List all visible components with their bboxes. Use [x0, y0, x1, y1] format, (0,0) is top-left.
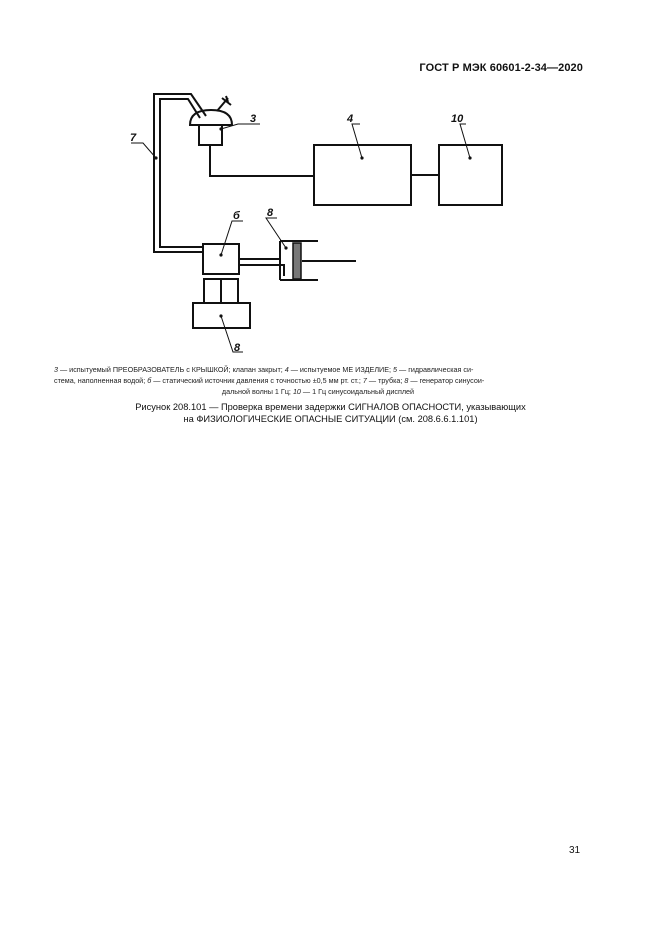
generator-link-lower [239, 265, 284, 276]
page-number: 31 [569, 845, 581, 856]
label-9: 8 [234, 342, 241, 354]
caption-line-1: Рисунок 208.101 — Проверка времени задержки СИГНАЛОВ ОПАСНОСТИ, указывающих [135, 402, 526, 412]
legend-text: — трубка; [366, 376, 405, 385]
legend-line-2 [54, 375, 582, 386]
caption-line-2: на ФИЗИОЛОГИЧЕСКИЕ ОПАСНЫЕ СИТУАЦИИ (см. 208.6.6.1.101) [183, 414, 478, 424]
transducer-body [199, 125, 222, 145]
transducer-cable [210, 145, 314, 176]
legend-line-3 [54, 386, 582, 397]
label-6: б [233, 210, 240, 222]
leader-10 [460, 124, 470, 158]
legend-text: — испытуемый ПРЕОБРАЗОВАТЕЛЬ с КРЫШКОЙ; клапан закрыт; [58, 365, 285, 374]
legend-line-1 [54, 364, 582, 375]
dot-10 [468, 156, 471, 159]
dot-8 [284, 246, 287, 249]
generator-link-upper [239, 241, 280, 259]
transducer-dome [190, 110, 232, 125]
legend-key: б [147, 376, 152, 385]
legend-key: 5 [393, 365, 398, 374]
figure-legend [54, 364, 582, 397]
legend-key: 8 [404, 376, 409, 385]
legend-text: — 1 Гц синусоидальный дисплей [300, 387, 415, 396]
label-10: 10 [451, 113, 464, 125]
legend-text: — гидравлическая си- [397, 365, 474, 374]
sine-display-box [439, 145, 502, 205]
legend-text: — статический источник давления с точностью ±0,5 мм рт. ст.; [151, 376, 363, 385]
legend-text: — испытуемое МЕ ИЗДЕЛИЕ; [288, 365, 394, 374]
leader-8 [266, 218, 286, 248]
leader-7 [131, 143, 156, 158]
test-setup-diagram [0, 0, 661, 360]
legend-key: 7 [362, 376, 367, 385]
piston-head [293, 243, 301, 279]
figure-caption [0, 401, 661, 425]
label-4: 4 [347, 113, 354, 125]
dot-7 [154, 156, 157, 159]
legend-key: 10 [292, 387, 301, 396]
leader-4 [352, 124, 362, 158]
dot-9 [219, 314, 222, 317]
tube-outer-line [154, 94, 206, 252]
standard-id-header: ГОСТ Р МЭК 60601-2-34—2020 [419, 62, 583, 74]
label-3: 3 [250, 113, 257, 125]
legend-text: стема, наполненная водой; [54, 376, 148, 385]
dot-3 [219, 127, 222, 130]
legend-key: 4 [284, 365, 289, 374]
legend-text: дальной волны 1 Гц; [221, 387, 293, 396]
dot-6 [219, 253, 222, 256]
legend-key: 3 [54, 365, 58, 374]
label-8: 8 [267, 207, 274, 219]
label-7: 7 [130, 132, 137, 144]
legend-text: — генератор синусои- [408, 376, 485, 385]
pressure-source-box [203, 244, 239, 274]
tube-inner-line [160, 99, 203, 247]
me-equipment-box [314, 145, 411, 205]
dot-4 [360, 156, 363, 159]
